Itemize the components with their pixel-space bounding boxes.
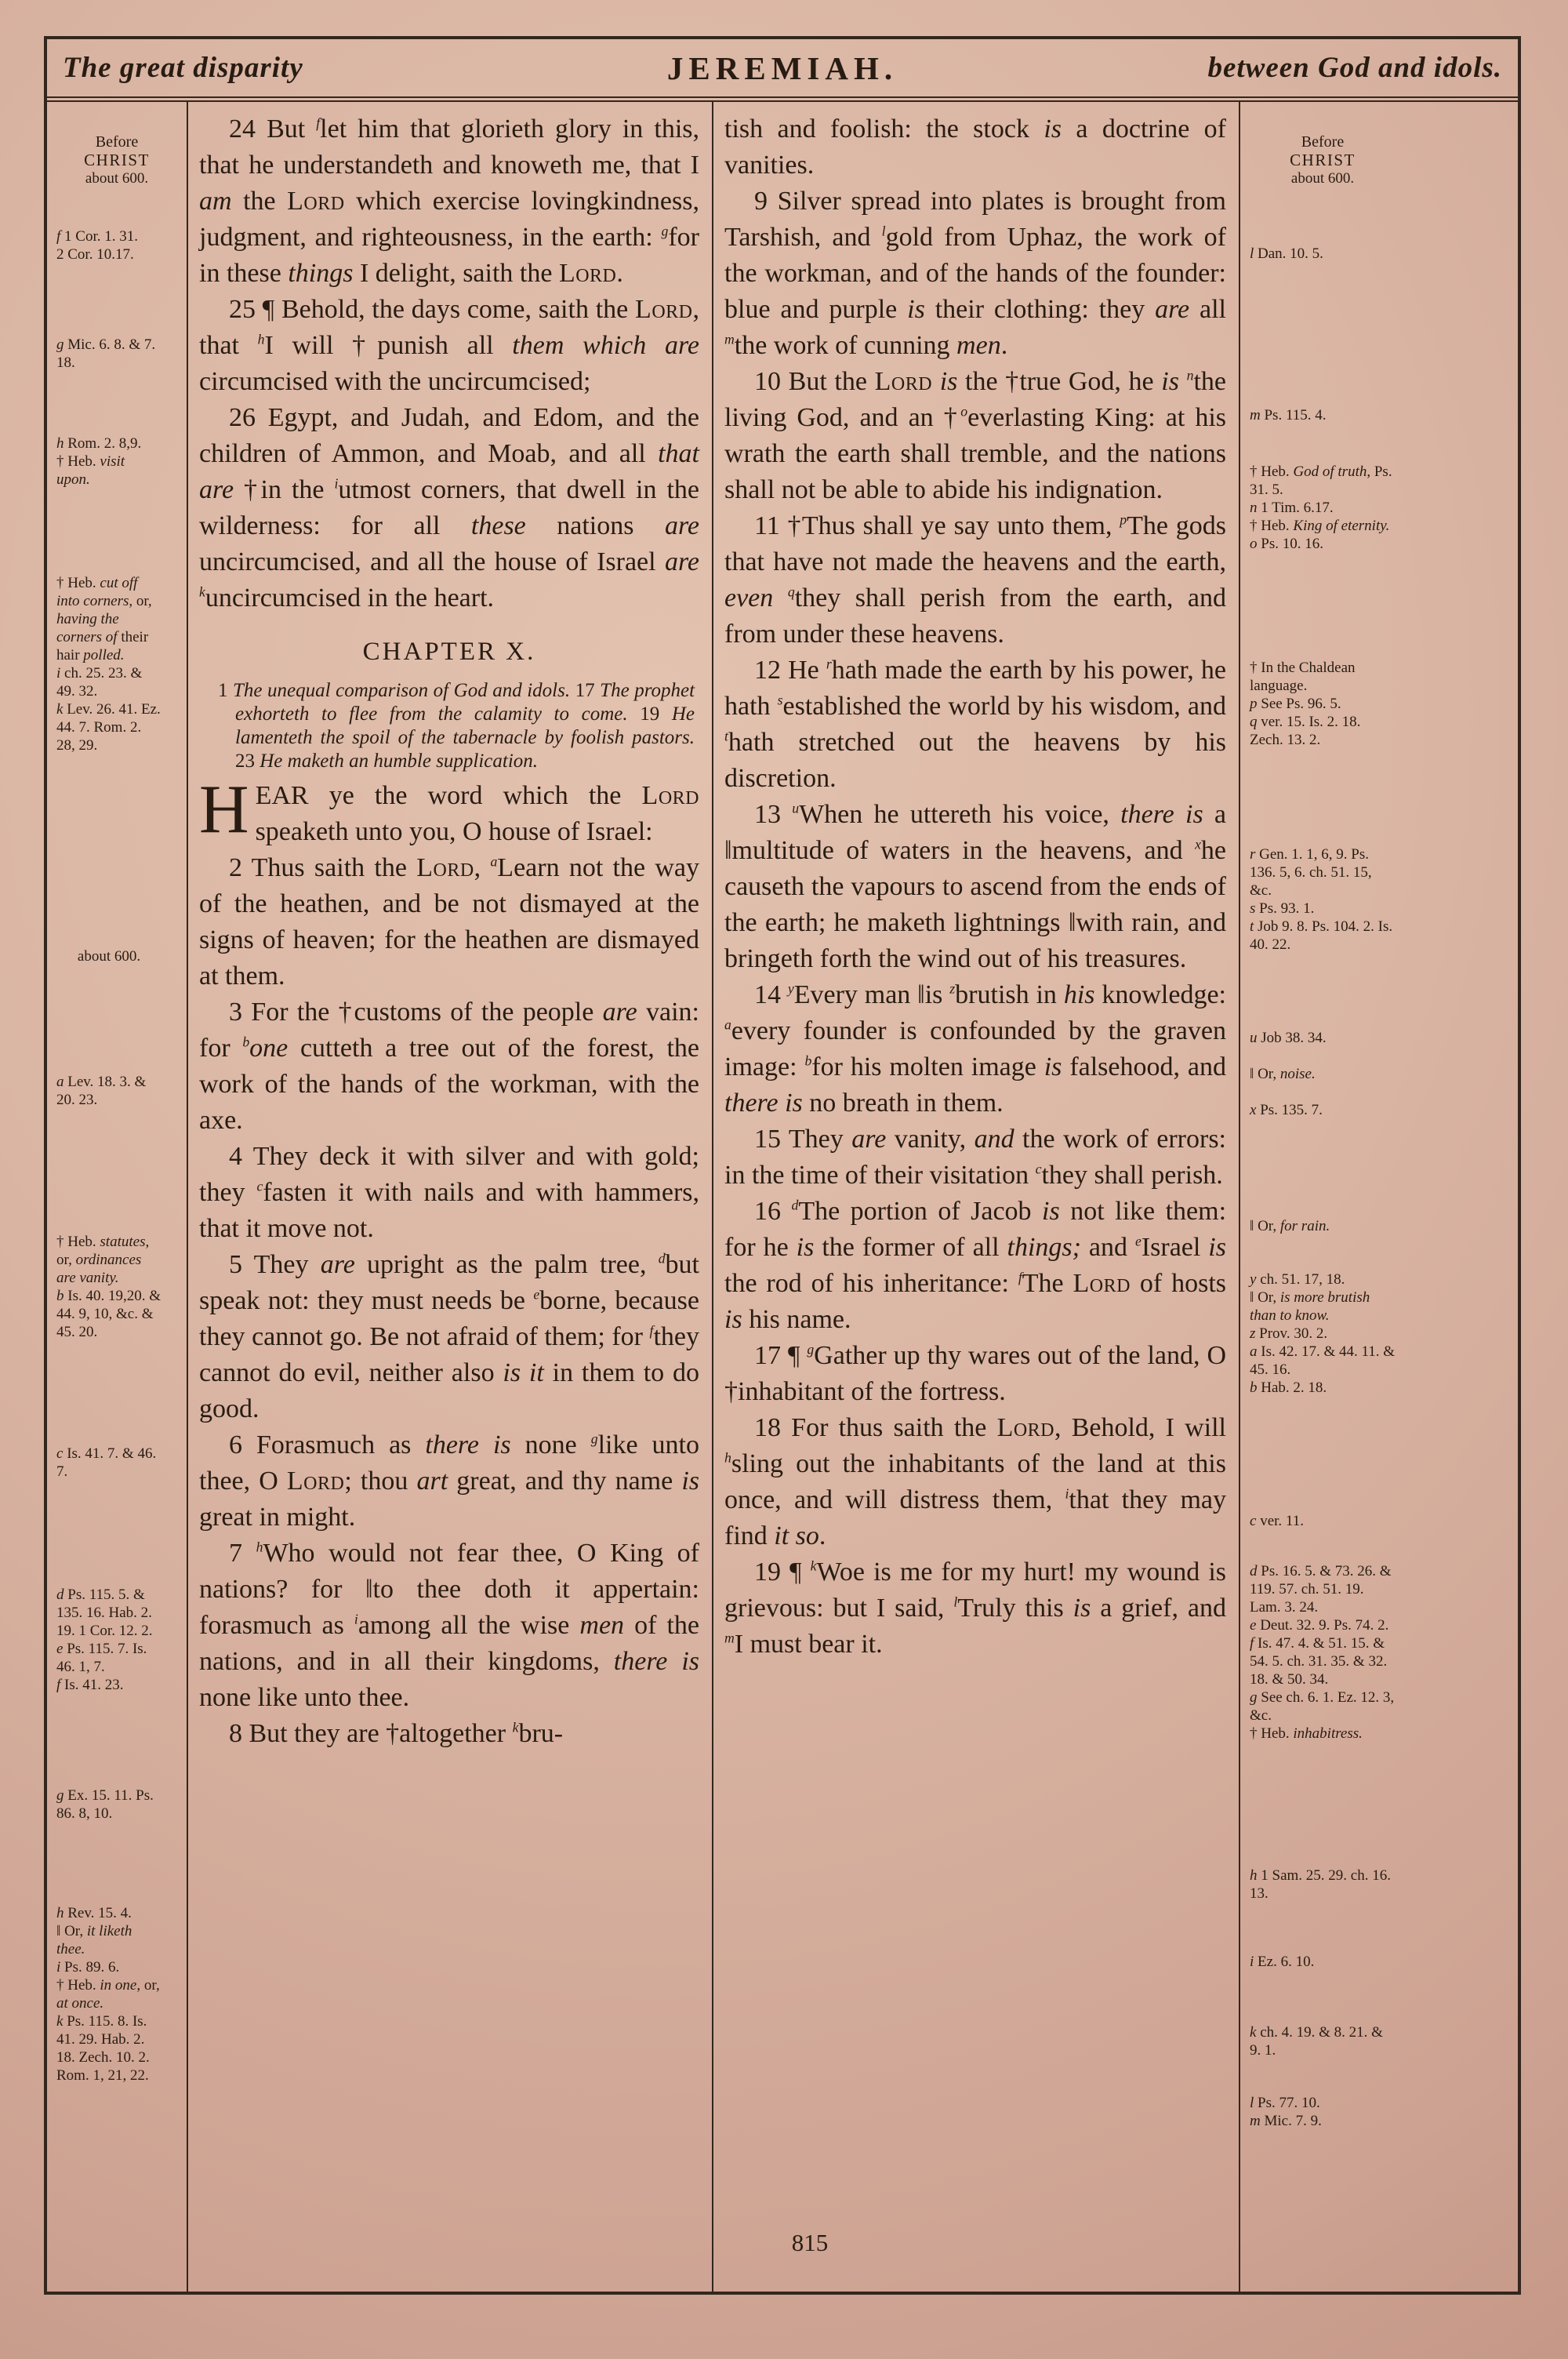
margin-note: i Ez. 6. 10. <box>1250 1954 1315 1970</box>
verse-1 <box>199 772 699 850</box>
margin-note: u Job 38. 34. <box>1250 1030 1327 1046</box>
margin-note: h Rev. 15. 4. ‖ Or, it liketh thee. i Ps. 89. 6. † Heb. in one, or, at once. k Ps. 115. 8. Is. 41. 29. Hab. 2. 18. Zech. 10. 2. Rom. 1, 21, 22. <box>56 1905 160 2084</box>
verse-13: 13 $^u$When he uttereth his voice, there is a ‖multitude of waters in the heavens, and $^x$he causeth the vapours to ascend from the ends of the earth; he maketh lightnings ‖with rain, and bringeth forth the wind out of his treasures. <box>724 800 1227 973</box>
verse-2: 2 Thus saith the Lord, $^a$Learn not the way of the heathen, and be not dismayed at the signs of heaven; for the heathen are dismayed at them. <box>199 853 700 990</box>
verse-17: 17 ¶ $^g$Gather up thy wares out of the land, O †inhabitant of the fortress. <box>724 1341 1226 1406</box>
margin-note: k ch. 4. 19. & 8. 21. & 9. 1. <box>1250 2024 1383 2059</box>
verse-8-continuation: tish and foolish: the stock is a doctrine of vanities. <box>724 114 1226 180</box>
margin-note: ‖ Or, noise. <box>1250 1066 1316 1082</box>
verse-19: 19 ¶ $^k$Woe is me for my hurt! my wound is grievous: but I said, $^l$Truly this is a grief, and $^m$I must bear it. <box>724 1558 1226 1659</box>
margin-note: † Heb. statutes, or, ordinances are vanity. b Is. 40. 19,20. & 44. 9, 10, &c. & 45. 20. <box>56 1234 161 1340</box>
verse-3: 3 For the †customs of the people are vain: for $^b$one cutteth a tree out of the forest, the work of the hands of the workman, with the axe. <box>199 998 700 1135</box>
margin-note: f 1 Cor. 1. 31. 2 Cor. 10.17. <box>56 228 138 263</box>
verse-9: 9 Silver spread into plates is brought from Tarshish, and $^l$gold from Uphaz, the work of the workman, and of the hands of the founder: blue and purple is their clothing: they are all $^m$the work of cunning men. <box>724 187 1227 360</box>
running-head-left: The great disparity <box>63 52 303 84</box>
verse-11: 11 †Thus shall ye say unto them, $^p$The gods that have not made the heavens and the earth, even $^q$they shall perish from the earth, and from under these heavens. <box>724 511 1227 649</box>
margin-note: h 1 Sam. 25. 29. ch. 16. 13. <box>1250 1867 1391 1902</box>
verse-24: 24 But $^f$let him that glorieth glory in this, that he understandeth and knoweth me, that I am the Lord which exercise lovingkindness, judgment, and righteousness, in the earth: $^g$for in these things I delight, saith the Lord. <box>199 114 699 288</box>
verse-10: 10 But the Lord is the †true God, he is $^n$the living God, and an †$^o$everlasting King: at his wrath the earth shall tremble, and the nations shall not be able to abide his indignation. <box>724 367 1227 504</box>
text-column-right <box>713 102 1239 2292</box>
before-label: Before <box>1301 133 1345 151</box>
running-head-right: between God and idols. <box>1207 52 1502 84</box>
margin-note: a Lev. 18. 3. & 20. 23. <box>56 1074 147 1108</box>
margin-note: g Ex. 15. 11. Ps. 86. 8, 10. <box>56 1787 154 1822</box>
margin-note: † In the Chaldean language. p See Ps. 96. 5. q ver. 15. Is. 2. 18. Zech. 13. 2. <box>1250 660 1361 748</box>
margin-note: d Ps. 115. 5. & 135. 16. Hab. 2. 19. 1 Cor. 12. 2. e Ps. 115. 7. Is. 46. 1, 7. f Is. 41. 23. <box>56 1587 153 1693</box>
before-christ-heading <box>47 133 187 187</box>
drop-cap: H <box>199 772 249 848</box>
margin-note: c ver. 11. <box>1250 1513 1304 1529</box>
verse-7: 7 $^h$Who would not fear thee, O King of nations? for ‖to thee doth it appertain: forasmuch as $^i$among all the wise men of the nations, and in all their kingdoms, there is none like unto thee. <box>199 1539 700 1712</box>
margin-note: l Ps. 77. 10. m Mic. 7. 9. <box>1250 2095 1322 2129</box>
verse-6: 6 Forasmuch as there is none $^g$like unto thee, O Lord; thou art great, and thy name is great in might. <box>199 1430 699 1532</box>
margin-note: l Dan. 10. 5. <box>1250 245 1323 262</box>
verse-26: 26 Egypt, and Judah, and Edom, and the children of Ammon, and Moab, and all that are †in the $^i$utmost corners, that dwell in the wilderness: for all these nations are uncircumcised, and all the house of Israel are $^k$uncircumcised in the heart. <box>199 403 699 612</box>
margin-note: ‖ Or, for rain. <box>1250 1218 1330 1234</box>
margin-note: r Gen. 1. 1, 6, 9. Ps. 136. 5, 6. ch. 51. 15, &c. s Ps. 93. 1. t Job 9. 8. Ps. 104. 2. Is. 40. 22. <box>1250 846 1393 953</box>
verse-16: 16 $^d$The portion of Jacob is not like them: for he is the former of all things; and $^e$Israel is the rod of his inheritance: $^f$The Lord of hosts is his name. <box>724 1197 1227 1334</box>
running-head <box>47 39 1518 102</box>
margin-note: c Is. 41. 7. & 46. 7. <box>56 1445 157 1480</box>
christ-label: CHRIST <box>84 151 150 169</box>
margin-note: † Heb. God of truth, Ps. 31. 5. n 1 Tim. 6.17. † Heb. King of eternity. o Ps. 10. 16. <box>1250 463 1392 552</box>
margin-note: d Ps. 16. 5. & 73. 26. & 119. 57. ch. 51. 19. Lam. 3. 24. e Deut. 32. 9. Ps. 74. 2. f Is. 47. 4. & 51. 15. & 54. 5. ch. 31. 35. & 32. 18. & 50. 34. g See ch. 6. 1. Ez. 12. 3, &c. † Heb. inhabitress. <box>1250 1563 1395 1742</box>
text-column-left <box>188 102 713 2292</box>
verse-5: 5 They are upright as the palm tree, $^d$but speak not: they must needs be $^e$borne, because they cannot go. Be not afraid of them; for $^f$they cannot do evil, neither also is it in them to do good. <box>199 1250 699 1423</box>
columns <box>47 102 1518 2292</box>
margin-note: x Ps. 135. 7. <box>1250 1102 1323 1118</box>
before-christ-heading <box>1240 133 1405 187</box>
page-frame <box>44 36 1521 2295</box>
verse-15: 15 They are vanity, and the work of errors: in the time of their visitation $^c$they shall perish. <box>724 1125 1226 1190</box>
chapter-heading: CHAPTER X. <box>362 638 536 666</box>
verse-1-text: EAR ye the word which the Lord speaketh unto you, O house of Israel: <box>255 781 699 846</box>
margin-note: y ch. 51. 17, 18. ‖ Or, is more brutish than to know. z Prov. 30. 2. a Is. 42. 17. & 44. 11. & 45. 16. b Hab. 2. 18. <box>1250 1271 1396 1396</box>
verse-18: 18 For thus saith the Lord, Behold, I will $^h$sling out the inhabitants of the land at this once, and will distress them, $^i$that they may find it so. <box>724 1413 1226 1550</box>
verse-12: 12 He $^r$hath made the earth by his power, he hath $^s$established the world by his wisdom, and $^t$hath stretched out the heavens by his discretion. <box>724 656 1226 793</box>
verse-14: 14 $^y$Every man ‖is $^z$brutish in his knowledge: $^a$every founder is confounded by the graven image: $^b$for his molten image is falsehood, and there is no breath in them. <box>724 980 1227 1118</box>
verse-8: 8 But they are †altogether $^k$bru- <box>229 1719 564 1748</box>
verse-4: 4 They deck it with silver and with gold; they $^c$fasten it with nails and with hammers, that it move not. <box>199 1142 699 1243</box>
margin-note: h Rom. 2. 8,9. † Heb. visit upon. <box>56 435 142 488</box>
margin-note: † Heb. cut off into corners, or, having the corners of their hair polled. i ch. 25. 23. & 49. 32. k Lev. 26. 41. Ez. 44. 7. Rom. 2. 28, 29. <box>56 575 161 754</box>
margin-column-right <box>1239 102 1518 2292</box>
christ-label: CHRIST <box>1290 151 1356 169</box>
margin-note: m Ps. 115. 4. <box>1250 407 1327 423</box>
book-title: JEREMIAH. <box>666 49 898 86</box>
margin-column-left <box>47 102 188 2292</box>
margin-note: g Mic. 6. 8. & 7. 18. <box>56 336 156 371</box>
page-number: 815 <box>791 2229 829 2256</box>
date-label: about 600. <box>1290 170 1355 187</box>
verse-25: 25 ¶ Behold, the days come, saith the Lord, that $^h$I will †punish all them which are circumcised with the uncircumcised; <box>199 295 699 396</box>
chapter-summary: 1 The unequal comparison of God and idols. 17 The prophet exhorteth to flee from the calamity to come. 19 He lamenteth the spoil of the tabernacle by foolish pastors. 23 He maketh an humble supplication. <box>218 680 695 772</box>
margin-note-date: about 600. <box>77 948 141 965</box>
date-label: about 600. <box>85 170 149 187</box>
before-label: Before <box>95 133 139 151</box>
